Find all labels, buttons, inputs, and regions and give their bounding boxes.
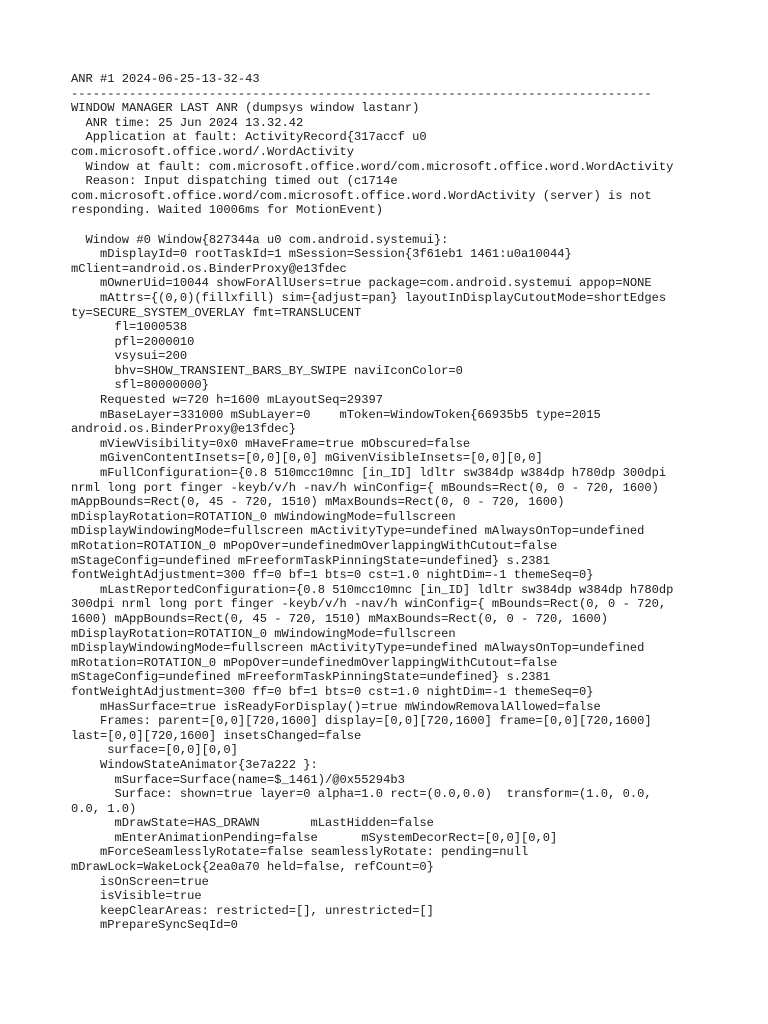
log-line: mStageConfig=undefined mFreeformTaskPinningState=undefined} s.2381 [71,553,550,568]
log-line: mAttrs={(0,0)(fillxfill) sim={adjust=pan} layoutInDisplayCutoutMode=shortEdges [71,290,667,305]
log-line: android.os.BinderProxy@e13fdec} [71,422,296,437]
log-line: mDrawState=HAS_DRAWN mLastHidden=false [71,816,434,831]
log-line: mStageConfig=undefined mFreeformTaskPinningState=undefined} s.2381 [71,670,550,685]
log-line: com.microsoft.office.word/com.microsoft.office.word.WordActivity (server) is not [71,188,652,203]
log-line [71,933,728,948]
log-line: mDisplayRotation=ROTATION_0 mWindowingMode=fullscreen [71,509,456,524]
log-line: mFullConfiguration={0.8 510mcc10mnc [in_ID] ldltr sw384dp w384dp h780dp 300dpi [71,466,667,481]
log-line: mPrepareSyncSeqId=0 [71,918,238,933]
log-line: Frames: parent=[0,0][720,1600] display=[0,0][720,1600] frame=[0,0][720,1600] [71,714,652,729]
log-line: vsysui=200 [71,349,188,364]
log-line: fontWeightAdjustment=300 ff=0 bf=1 bts=0 cst=1.0 nightDim=-1 themeSeq=0} [71,568,594,583]
log-line: Window at fault: com.microsoft.office.word/com.microsoft.office.word.WordActivity [71,159,674,174]
log-line: last=[0,0][720,1600] insetsChanged=false [71,728,362,743]
log-line: nrml long port finger -keyb/v/h -nav/h winConfig={ mBounds=Rect(0, 0 - 720, 1600) [71,480,659,495]
log-line: mViewVisibility=0x0 mHaveFrame=true mObscured=false [71,436,471,451]
log-line: sfl=80000000} [71,378,209,393]
log-line: mForceSeamlesslyRotate=false seamlesslyRotate: pending=null [71,845,529,860]
log-line: keepClearAreas: restricted=[], unrestricted=[] [71,903,434,918]
log-line: ty=SECURE_SYSTEM_OVERLAY fmt=TRANSLUCENT [71,305,362,320]
log-line: Window #0 Window{827344a u0 com.android.systemui}: [71,232,449,247]
log-line: mDrawLock=WakeLock{2ea0a70 held=false, refCount=0} [71,860,434,875]
log-line: mRotation=ROTATION_0 mPopOver=undefinedmOverlappingWithCutout=false [71,539,558,553]
log-line: mDisplayRotation=ROTATION_0 mWindowingMode=fullscreen [71,626,456,641]
log-line: Requested w=720 h=1600 mLayoutSeq=29397 [71,393,384,408]
log-line: responding. Waited 10006ms for MotionEvent) [71,203,384,218]
log-line: fontWeightAdjustment=300 ff=0 bf=1 bts=0 cst=1.0 nightDim=-1 themeSeq=0} [71,684,594,699]
section-heading: WINDOW MANAGER LAST ANR (dumpsys window lastanr) [71,101,420,116]
log-line: WindowStateAnimator{3e7a222 }: [71,757,318,772]
log-line: isVisible=true [71,889,202,904]
log-line: mDisplayWindowingMode=fullscreen mActivityType=undefined mAlwaysOnTop=undefined [71,524,645,539]
separator-line: -------------------------------------------------------------------------------- [71,86,652,101]
log-line: bhv=SHOW_TRANSIENT_BARS_BY_SWIPE naviIconColor=0 [71,363,463,378]
log-line: 0.0, 1.0) [71,801,137,816]
log-line: mAppBounds=Rect(0, 45 - 720, 1510) mMaxBounds=Rect(0, 0 - 720, 1600) [71,495,565,510]
log-title: ANR #1 2024-06-25-13-32-43 [71,72,260,86]
log-line: Reason: Input dispatching timed out (c1714e [71,174,398,189]
anr-log-body [71,72,728,948]
log-line: Application at fault: ActivityRecord{317accf u0 [71,130,427,145]
log-line: pfl=2000010 [71,334,195,349]
log-line: mOwnerUid=10044 showForAllUsers=true package=com.android.systemui appop=NONE [71,276,652,291]
log-line: surface=[0,0][0,0] [71,743,238,758]
log-line: mDisplayWindowingMode=fullscreen mActivityType=undefined mAlwaysOnTop=undefined [71,641,645,656]
log-line: mBaseLayer=331000 mSubLayer=0 mToken=WindowToken{66935b5 type=2015 [71,407,601,422]
log-line: 300dpi nrml long port finger -keyb/v/h -nav/h winConfig={ mBounds=Rect(0, 0 - 720, [71,597,667,612]
log-line: mHasSurface=true isReadyForDisplay()=true mWindowRemovalAllowed=false [71,699,601,714]
log-line: mLastReportedConfiguration={0.8 510mcc10mnc [in_ID] ldltr sw384dp w384dp h780dp [71,582,674,597]
log-line: mEnterAnimationPending=false mSystemDecorRect=[0,0][0,0] [71,830,558,845]
log-line: Surface: shown=true layer=0 alpha=1.0 rect=(0.0,0.0) transform=(1.0, 0.0, [71,787,652,802]
log-line: mClient=android.os.BinderProxy@e13fdec [71,261,347,276]
log-line: mSurface=Surface(name=$_1461)/@0x55294b3 [71,772,405,787]
log-line: com.microsoft.office.word/.WordActivity [71,144,355,159]
log-line: mDisplayId=0 rootTaskId=1 mSession=Session{3f61eb1 1461:u0a10044} [71,247,572,262]
log-line: isOnScreen=true [71,874,209,889]
blank-line [71,218,728,233]
log-line: mRotation=ROTATION_0 mPopOver=undefinedmOverlappingWithCutout=false [71,655,558,670]
log-line: fl=1000538 [71,320,188,335]
log-line: ANR time: 25 Jun 2024 13.32.42 [71,115,304,130]
log-line: 1600) mAppBounds=Rect(0, 45 - 720, 1510) mMaxBounds=Rect(0, 0 - 720, 1600) [71,611,609,626]
log-line: mGivenContentInsets=[0,0][0,0] mGivenVisibleInsets=[0,0][0,0] [71,451,543,466]
